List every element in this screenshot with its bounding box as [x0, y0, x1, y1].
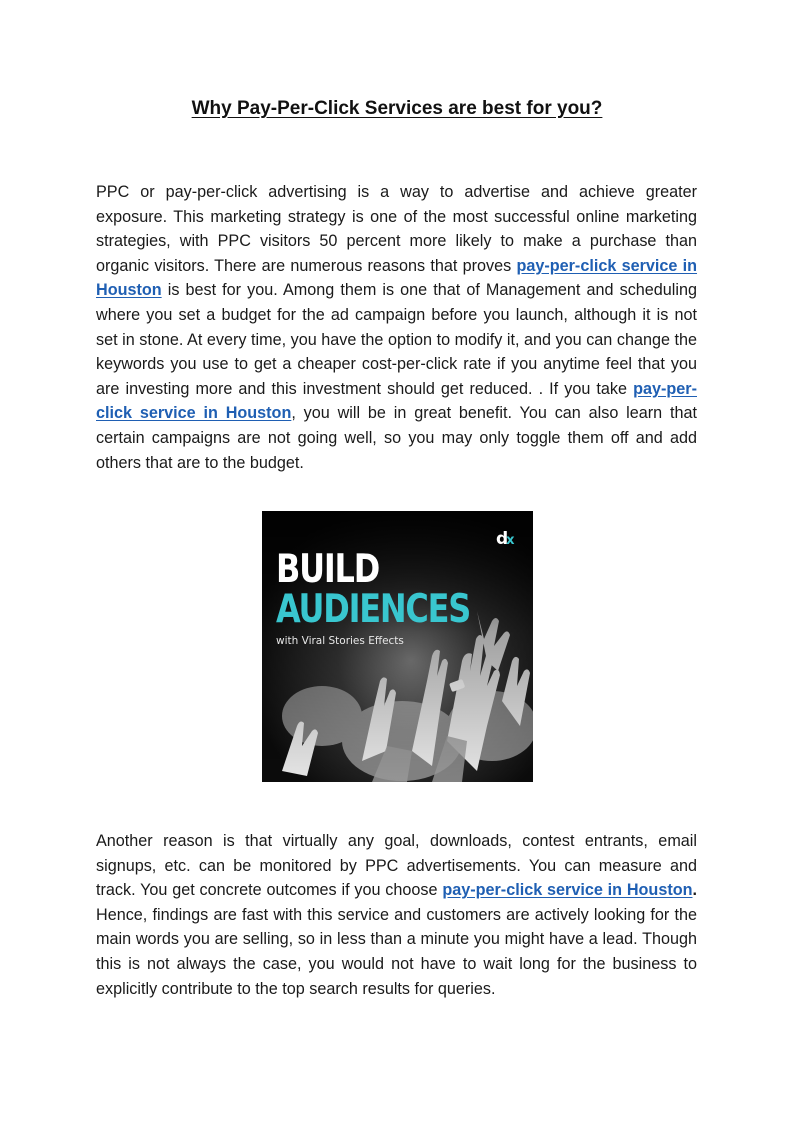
paragraph-second [96, 829, 697, 1001]
document-title: Why Pay-Per-Click Services are best for you? [191, 98, 603, 119]
houston-ppc-link[interactable]: pay-per-click service in Houston [96, 379, 697, 423]
paragraph-text: . [692, 881, 697, 900]
image-headline-audiences: AUDIENCES [276, 587, 471, 632]
paragraph-text: PPC or pay-per-click advertising is a way to advertise and achieve greater exposure. This marketing strategy is one of the most successful online marketing strategies, with PPC visitors 50 percent more likely to make a purchase than organic visitors. There are numerous reasons that proves [96, 183, 697, 275]
paragraph-text: Hence, findings are fast with this service and customers are actively looking for the main words you are selling, so in less than a minute you might have a lead. Though this is not always the case, you would not have to wait long for the business to explicitly contribute to the top search results for queries. [96, 905, 697, 998]
image-subline: with Viral Stories Effects [276, 635, 404, 647]
paragraph-text: , you will be in great benefit. You can also learn that certain campaigns are not going well, so you may only toggle them off and add others that are to the budget. [96, 404, 697, 472]
houston-ppc-link[interactable]: pay-per-click service in Houston [96, 256, 698, 300]
dx-logo: dx [496, 529, 513, 549]
houston-ppc-link[interactable]: pay-per-click service in Houston [442, 881, 693, 900]
paragraph-text: is best for you. Among them is one that of Management and scheduling where you set a budget for the ad campaign before you launch, although it is not set in stone. At every time, you have the option to modify it, and you can change the keywords you use to get a cheaper cost-per-click rate if you anytime feel that you are investing more and this investment should get reduced. . If you take [96, 281, 697, 398]
build-audiences-image [262, 511, 533, 782]
paragraph-intro [96, 180, 697, 475]
paragraph-text: Another reason is that virtually any goal, downloads, contest entrants, email signups, etc. can be monitored by PPC advertisements. You can measure and track. You get concrete outcomes if you choose [96, 832, 697, 900]
image-headline-build: BUILD [276, 547, 380, 592]
